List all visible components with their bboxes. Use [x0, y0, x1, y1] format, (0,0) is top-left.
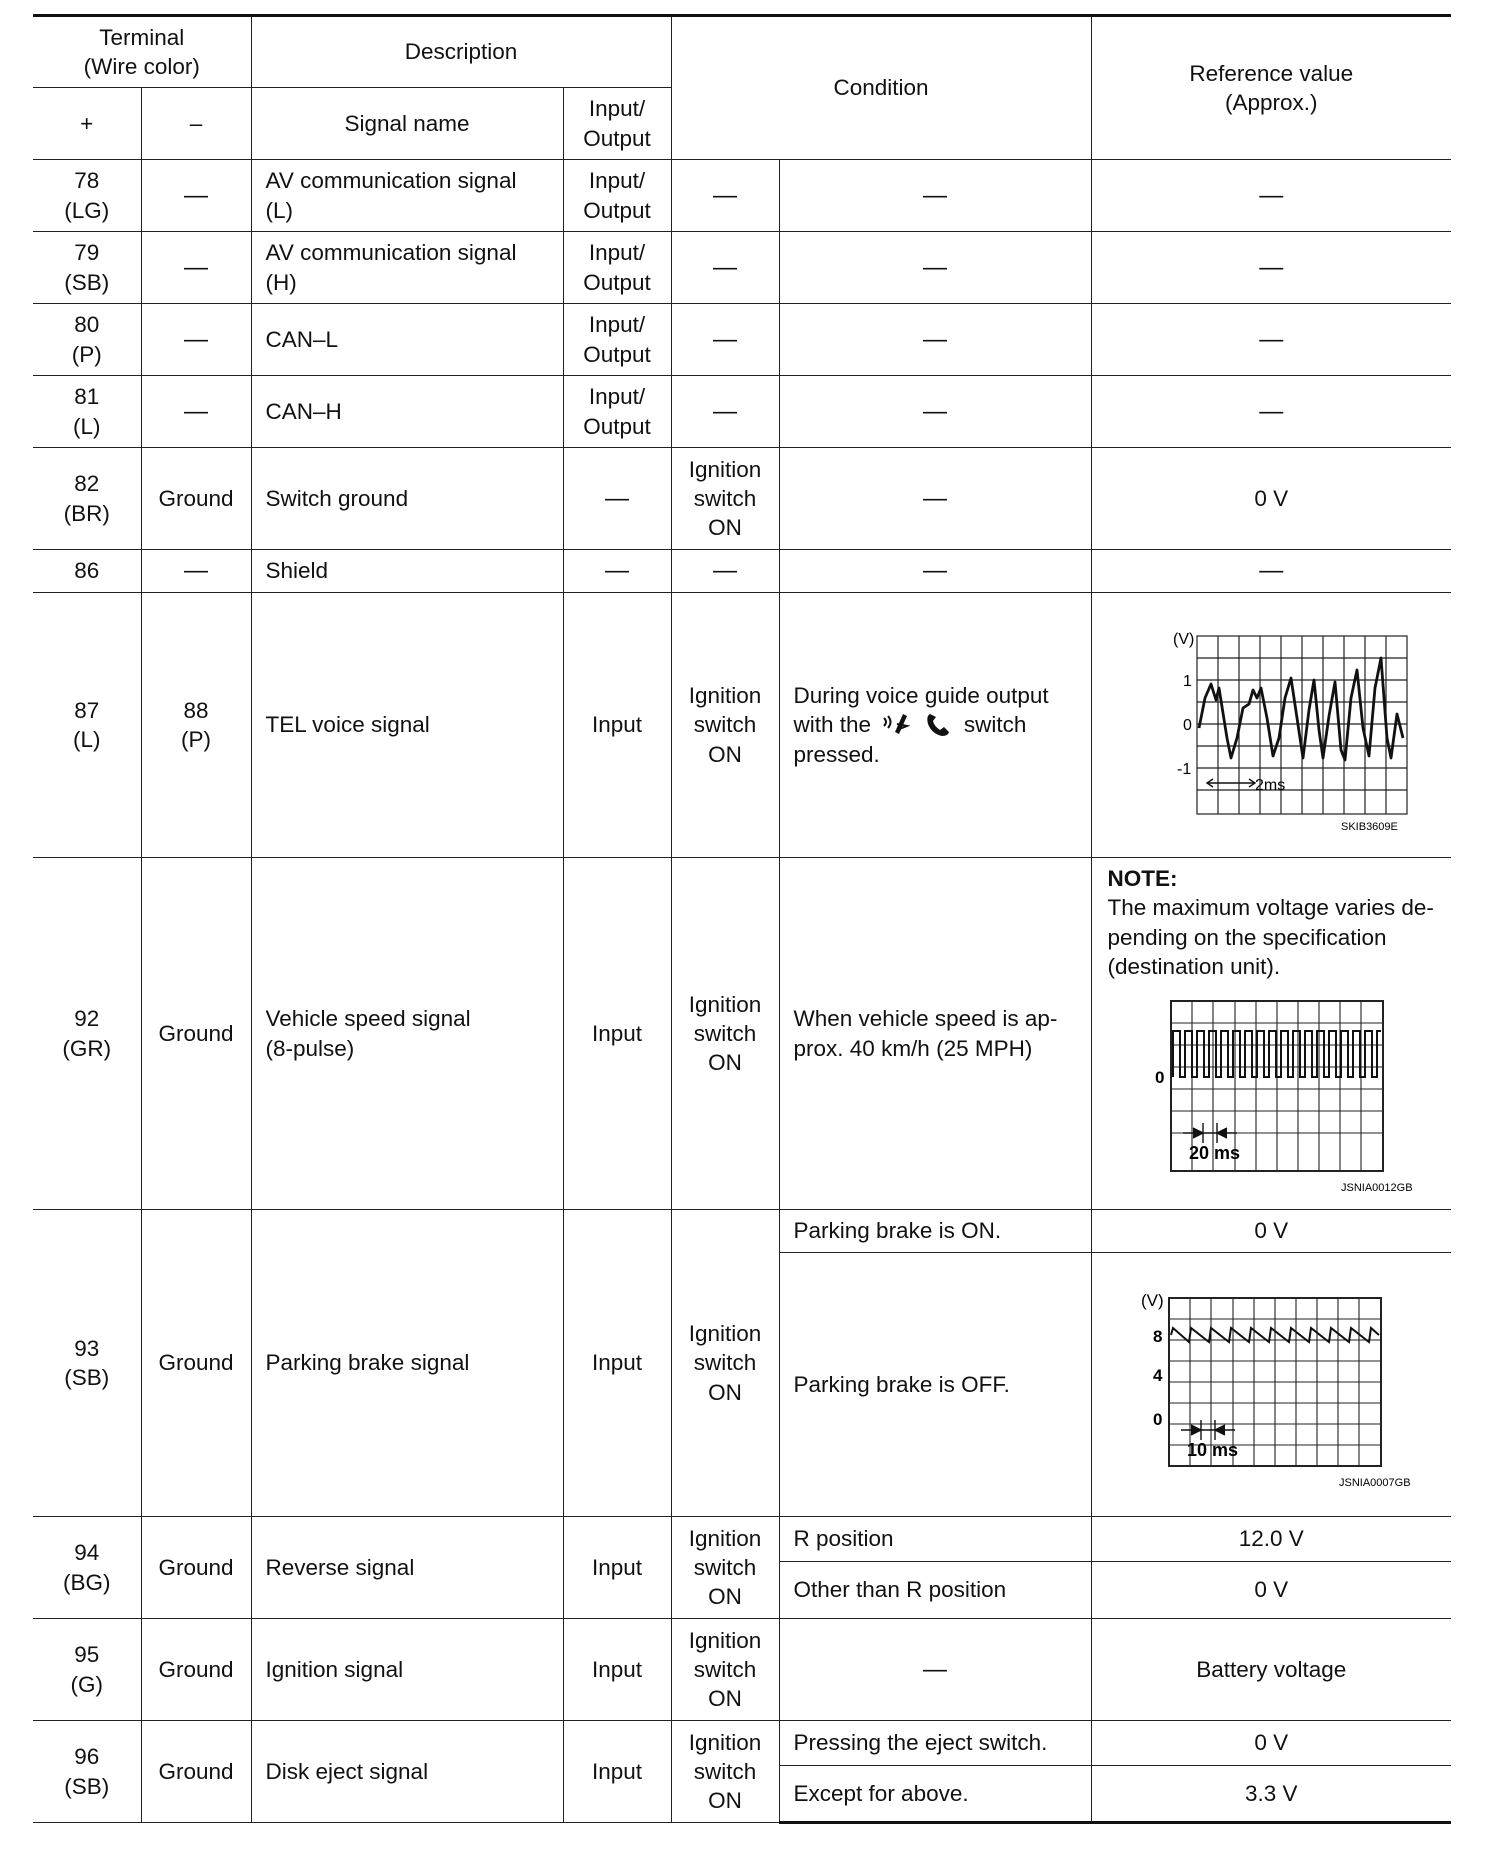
waveform-unit: (V) — [1141, 1290, 1164, 1310]
reference-value — [1091, 1253, 1451, 1517]
terminal-plus — [33, 1210, 141, 1517]
note-line-2: pending on the specification — [1107, 924, 1387, 950]
condition-detail: Parking brake is ON. — [779, 1210, 1091, 1253]
io-type: Input — [563, 1619, 671, 1721]
note-heading: NOTE: — [1107, 866, 1178, 891]
reference-value: — — [1091, 376, 1451, 448]
condition-detail — [779, 858, 1091, 1210]
waveform-time-marker — [1181, 1420, 1235, 1440]
wire-color: (L) — [73, 413, 101, 439]
ignition-line-1: Ignition — [688, 456, 762, 482]
tel-voice-waveform — [1121, 618, 1421, 833]
wire-color: (L) — [73, 727, 101, 752]
terminal-minus: Ground — [141, 1619, 251, 1721]
terminal-plus — [33, 1721, 141, 1823]
condition-detail: R position — [779, 1517, 1091, 1562]
condition-line-3: pressed. — [793, 741, 880, 767]
minus-pin-number: 88 — [183, 697, 209, 723]
terminal-minus: Ground — [141, 1721, 251, 1823]
minus-header: – — [141, 88, 251, 160]
condition-switch: — — [671, 550, 779, 593]
terminal-plus — [33, 376, 141, 448]
io-type — [563, 376, 671, 448]
ignition-line-2: switch — [693, 1656, 757, 1682]
table-row — [33, 1721, 1451, 1766]
waveform-y-tick: 0 — [1153, 1409, 1163, 1429]
signal-name: Parking brake signal — [251, 1210, 563, 1517]
reference-value: 0 V — [1091, 1562, 1451, 1619]
wire-color-label: (Wire color) — [83, 54, 200, 79]
terminal-plus — [33, 858, 141, 1210]
condition-detail: Parking brake is OFF. — [779, 1253, 1091, 1517]
reference-value-header — [1091, 16, 1451, 160]
pin-number: 95 — [74, 1642, 100, 1668]
condition-detail: — — [779, 160, 1091, 232]
signal-line-1: AV communication signal — [265, 168, 517, 194]
terminal-minus: Ground — [141, 858, 251, 1210]
ignition-line-1: Ignition — [688, 683, 762, 709]
io-type — [563, 232, 671, 304]
condition-detail: — — [779, 232, 1091, 304]
condition-line-1: During voice guide output — [793, 683, 1049, 709]
plus-header: + — [33, 88, 141, 160]
condition-switch — [671, 1210, 779, 1517]
condition-line-2 — [794, 710, 1086, 739]
terminal-minus: — — [141, 304, 251, 376]
table-row — [33, 160, 1451, 232]
ignition-line-3: ON — [708, 1788, 742, 1814]
pin-number: 80 — [74, 312, 100, 338]
terminal-plus — [33, 232, 141, 304]
reference-value: — — [1091, 232, 1451, 304]
io-line-2: Output — [583, 197, 651, 223]
io-line-2: Output — [583, 269, 651, 295]
terminal-plus — [33, 448, 141, 550]
note-line-1: The maximum voltage varies de- — [1107, 895, 1434, 921]
telephone-icon — [924, 710, 952, 738]
terminal-plus — [33, 1619, 141, 1721]
signal-line-2: (L) — [265, 197, 293, 223]
waveform-unit: (V) — [1173, 630, 1195, 648]
waveform-y-tick: 0 — [1155, 1068, 1165, 1087]
reference-value: — — [1091, 304, 1451, 376]
waveform-time-marker — [1207, 779, 1255, 787]
table-row — [33, 1517, 1451, 1562]
condition-switch — [671, 1517, 779, 1619]
waveform-y-tick: 8 — [1153, 1326, 1163, 1346]
signal-name — [251, 858, 563, 1210]
signal-name-header: Signal name — [251, 88, 563, 160]
terminal-minus: Ground — [141, 1517, 251, 1619]
pin-number: 93 — [74, 1335, 100, 1361]
pin-number: 82 — [74, 471, 100, 497]
ignition-line-2: switch — [693, 485, 757, 511]
table-row — [33, 448, 1451, 550]
wire-color: (SB) — [64, 1365, 110, 1390]
signal-name: CAN–L — [251, 304, 563, 376]
reference-value — [1091, 858, 1451, 1210]
table-row — [33, 376, 1451, 448]
wire-color: (BG) — [63, 1569, 111, 1595]
wire-color: (SB) — [64, 269, 110, 295]
ignition-line-3: ON — [708, 1050, 742, 1076]
condition-detail — [779, 593, 1091, 858]
reference-value: 3.3 V — [1091, 1766, 1451, 1823]
ignition-line-3: ON — [708, 1686, 742, 1712]
waveform-y-tick: 4 — [1153, 1365, 1163, 1385]
pin-number: 96 — [74, 1744, 100, 1770]
terminal-table — [33, 14, 1451, 1824]
terminal-header — [33, 16, 251, 88]
condition-switch — [671, 1619, 779, 1721]
condition-header: Condition — [671, 16, 1091, 160]
table-row — [33, 304, 1451, 376]
signal-line-1: AV communication signal — [265, 240, 517, 266]
terminal-label: Terminal — [99, 24, 185, 50]
ignition-line-3: ON — [708, 1379, 742, 1405]
io-type — [563, 304, 671, 376]
signal-name: TEL voice signal — [251, 593, 563, 858]
wire-color: (GR) — [62, 1035, 112, 1061]
wire-color: (LG) — [64, 197, 110, 223]
io-type: Input — [563, 1210, 671, 1517]
wire-color: (BR) — [63, 500, 110, 526]
signal-name: Reverse signal — [251, 1517, 563, 1619]
io-type — [563, 160, 671, 232]
condition-detail: Except for above. — [779, 1766, 1091, 1823]
pin-number: 94 — [74, 1540, 100, 1566]
condition-detail: — — [779, 1619, 1091, 1721]
reference-value — [1091, 593, 1451, 858]
table-row — [33, 1210, 1451, 1253]
pin-number: 87 — [74, 697, 100, 723]
terminal-minus: — — [141, 550, 251, 593]
ignition-line-3: ON — [708, 1584, 742, 1610]
waveform-code: SKIB3609E — [1341, 820, 1399, 833]
condition-line-1: When vehicle speed is ap- — [793, 1006, 1058, 1032]
signal-name — [251, 232, 563, 304]
pin-number: 78 — [74, 168, 100, 194]
io-header-line-1: Input/ — [588, 96, 646, 122]
terminal-minus: Ground — [141, 448, 251, 550]
condition-switch — [671, 593, 779, 858]
signal-line-2: (8-pulse) — [265, 1035, 355, 1061]
signal-name: Disk eject signal — [251, 1721, 563, 1823]
condition-detail: Pressing the eject switch. — [779, 1721, 1091, 1766]
terminal-minus: — — [141, 232, 251, 304]
header-row-1 — [33, 16, 1451, 88]
condition-detail: — — [779, 550, 1091, 593]
vehicle-speed-waveform — [1113, 993, 1433, 1198]
reference-value: 0 V — [1091, 1721, 1451, 1766]
reference-value: Battery voltage — [1091, 1619, 1451, 1721]
minus-wire-color: (P) — [181, 727, 211, 752]
table-row — [33, 1619, 1451, 1721]
condition-switch — [671, 858, 779, 1210]
waveform-time-label: 20 ms — [1189, 1143, 1241, 1163]
io-type: Input — [563, 858, 671, 1210]
ignition-line-2: switch — [693, 1758, 757, 1784]
ignition-line-3: ON — [708, 741, 742, 767]
io-type: Input — [563, 1721, 671, 1823]
pin-number: 81 — [74, 384, 100, 410]
io-line-2: Output — [583, 341, 651, 367]
ignition-line-1: Ignition — [688, 1321, 762, 1347]
terminal-minus: Ground — [141, 1210, 251, 1517]
reference-value: 12.0 V — [1091, 1517, 1451, 1562]
waveform-y-tick: 0 — [1183, 716, 1193, 734]
signal-name: Ignition signal — [251, 1619, 563, 1721]
terminal-minus — [141, 593, 251, 858]
condition-switch — [671, 1721, 779, 1823]
io-type: — — [563, 448, 671, 550]
terminal-plus — [33, 1517, 141, 1619]
signal-line-2: (H) — [265, 269, 297, 295]
condition-detail: — — [779, 376, 1091, 448]
table-row — [33, 858, 1451, 1210]
io-type: — — [563, 550, 671, 593]
table-row — [33, 232, 1451, 304]
pin-number: 79 — [74, 240, 100, 266]
reference-value: — — [1091, 550, 1451, 593]
waveform-code: JSNIA0012GB — [1341, 1182, 1413, 1194]
io-line-1: Input/ — [588, 384, 646, 410]
terminal-plus — [33, 593, 141, 858]
condition-line-2b: switch — [963, 712, 1027, 738]
condition-detail: — — [779, 304, 1091, 376]
condition-switch: — — [671, 376, 779, 448]
signal-name — [251, 160, 563, 232]
table-row — [33, 593, 1451, 858]
ignition-line-2: switch — [693, 1350, 757, 1376]
reference-value: 0 V — [1091, 448, 1451, 550]
io-line-1: Input/ — [588, 240, 646, 266]
io-line-2: Output — [583, 413, 651, 439]
io-line-1: Input/ — [588, 168, 646, 194]
ignition-line-3: ON — [708, 515, 742, 541]
waveform-time-label: 10 ms — [1187, 1439, 1239, 1460]
ignition-line-2: switch — [693, 712, 757, 738]
terminal-minus: — — [141, 160, 251, 232]
ignition-line-1: Ignition — [688, 991, 762, 1017]
wire-color: (P) — [71, 341, 102, 367]
io-type: Input — [563, 593, 671, 858]
signal-line-1: Vehicle speed signal — [265, 1006, 471, 1032]
io-type: Input — [563, 1517, 671, 1619]
ignition-line-1: Ignition — [688, 1729, 762, 1755]
ignition-line-1: Ignition — [688, 1627, 762, 1653]
io-line-1: Input/ — [588, 312, 646, 338]
waveform-time-marker — [1183, 1123, 1237, 1143]
condition-switch: — — [671, 160, 779, 232]
terminal-plus — [33, 304, 141, 376]
reference-value: — — [1091, 160, 1451, 232]
terminal-plus — [33, 160, 141, 232]
reference-value: 0 V — [1091, 1210, 1451, 1253]
terminal-minus: — — [141, 376, 251, 448]
condition-switch — [671, 448, 779, 550]
wire-color: (G) — [70, 1671, 103, 1697]
note-line-3: (destination unit). — [1107, 953, 1281, 979]
description-header: Description — [251, 16, 671, 88]
pin-number: 92 — [74, 1006, 100, 1032]
condition-line-2a: with the — [793, 712, 872, 738]
ignition-line-2: switch — [693, 1554, 757, 1580]
table-row — [33, 550, 1451, 593]
condition-switch: — — [671, 232, 779, 304]
approx-label: (Approx.) — [1225, 90, 1318, 115]
waveform-code: JSNIA0007GB — [1339, 1476, 1411, 1489]
waveform-y-tick: -1 — [1177, 760, 1192, 778]
wire-color: (SB) — [64, 1773, 110, 1799]
signal-name: Shield — [251, 550, 563, 593]
condition-line-2: prox. 40 km/h (25 MPH) — [793, 1035, 1033, 1061]
signal-name: Switch ground — [251, 448, 563, 550]
terminal-plus: 86 — [33, 550, 141, 593]
waveform-y-tick: 1 — [1183, 672, 1193, 690]
ignition-line-1: Ignition — [688, 1525, 762, 1551]
condition-detail: — — [779, 448, 1091, 550]
parking-brake-waveform — [1111, 1280, 1431, 1490]
condition-detail: Other than R position — [779, 1562, 1091, 1619]
io-header — [563, 88, 671, 160]
ignition-line-2: switch — [693, 1020, 757, 1046]
condition-switch: — — [671, 304, 779, 376]
reference-value-label: Reference value — [1189, 60, 1354, 86]
io-header-line-2: Output — [583, 125, 651, 151]
waveform-time-label: 2ms — [1255, 776, 1286, 794]
voice-recognition-icon — [881, 710, 911, 738]
signal-name: CAN–H — [251, 376, 563, 448]
